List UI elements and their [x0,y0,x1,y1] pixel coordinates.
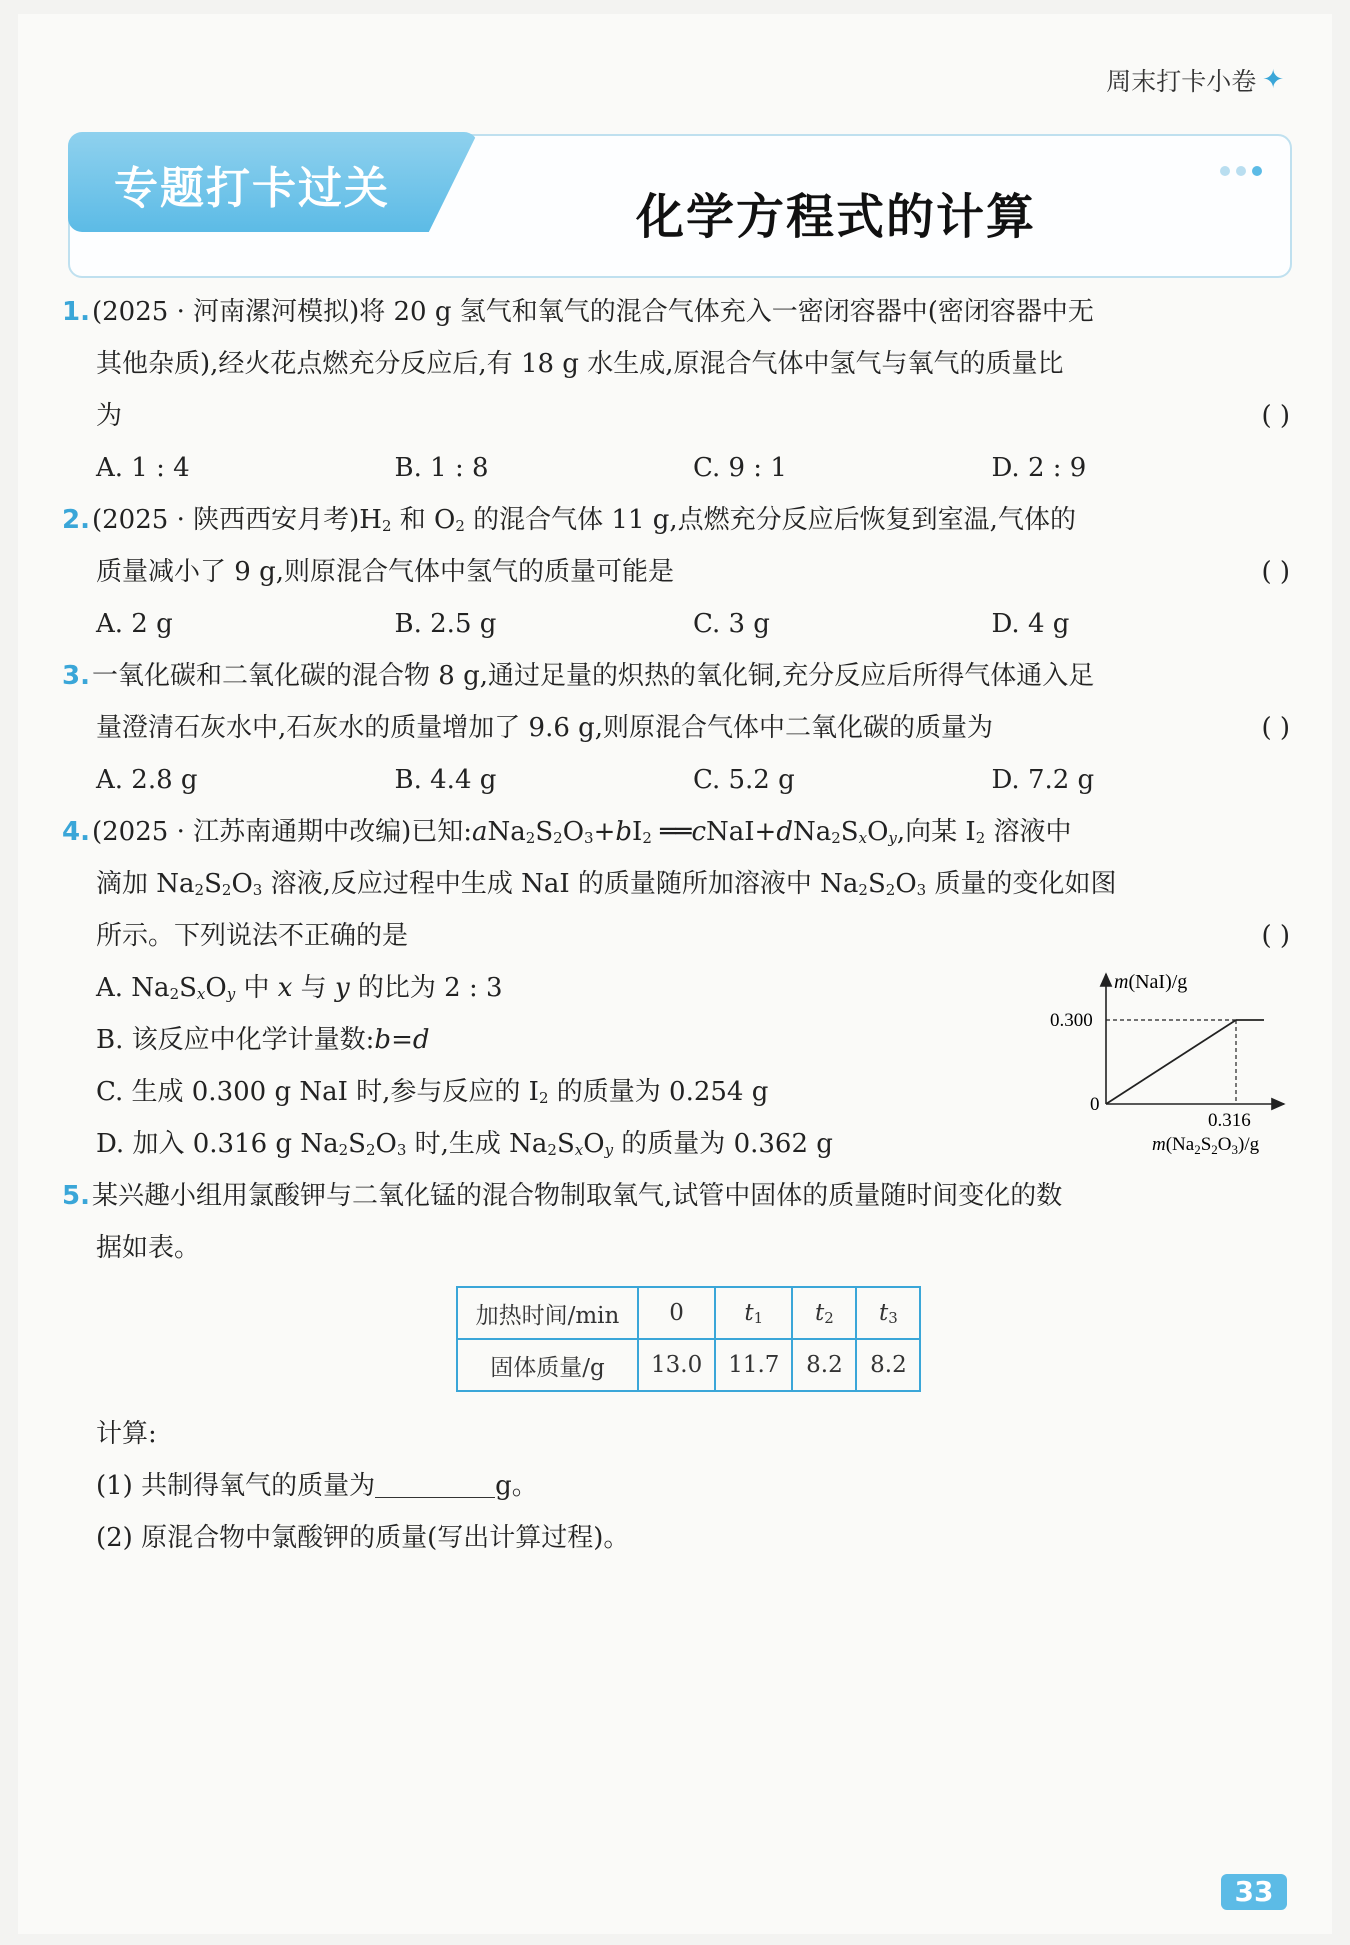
option-c[interactable]: C. 9 : 1 [693,453,787,483]
topic-banner [68,134,1292,278]
q2-line1: 2.(2025 · 陕西西安月考)$H_2$ 和 $O_2$ 的混合气体 11 g,点燃充分反应后恢复到室温,气体的 [62,494,1290,546]
option-c[interactable]: C. 生成 0.300 g NaI 时,参与反应的 $I_2$ 的质量为 0.254 g [96,1077,769,1107]
answer-blank[interactable] [375,1467,495,1498]
q1-text1: (2025 · 河南漯河模拟)将 20 g 氢气和氧气的混合气体充入一密闭容器中(密闭容器中无 [92,297,1094,327]
answer-paren: ( ) [1261,921,1290,951]
option-c[interactable]: C. 3 g [693,609,770,639]
table-cell: 11.7 [715,1339,792,1391]
option-b[interactable]: B. 1 : 8 [394,453,489,483]
option-d[interactable]: D. 2 : 9 [991,453,1087,483]
page-number: 33 [1221,1874,1287,1910]
row-header: 加热时间/min [457,1287,638,1339]
table-cell: $t_2$ [792,1287,856,1339]
option-a[interactable]: A. $Na_2S_xO_y$ 中 x 与 y 的比为 2 : 3 [96,973,503,1003]
table-cell: 8.2 [792,1339,856,1391]
option-a[interactable]: A. 2 g [96,609,173,639]
q1-line2: 其他杂质),经火花点燃充分反应后,有 18 g 水生成,原混合气体中氢气与氧气的质量比 [96,349,1064,379]
page-title: 化学方程式的计算 [636,189,1037,245]
option-a[interactable]: A. 2.8 g [96,765,198,795]
answer-paren: ( ) [1261,557,1290,587]
sparkle-icon: ✦ [1262,65,1284,95]
q4-line3: 所示。下列说法不正确的是 ( ) [62,910,1290,962]
data-table [456,1286,921,1392]
answer-paren: ( ) [1261,401,1290,431]
x-tick-label: 0.316 [1208,1110,1251,1131]
q1-number: 1. [62,297,90,327]
table-cell: 0 [638,1287,715,1339]
q4-graph [1040,968,1310,1158]
origin-label: 0 [1090,1094,1100,1115]
data-line-rise [1106,1020,1236,1104]
dots-decoration [1220,166,1262,176]
q3-number: 3. [62,661,90,691]
q5-line1: 5.某兴趣小组用氯酸钾与二氧化锰的混合物制取氧气,试管中固体的质量随时间变化的数 [62,1170,1290,1222]
option-c[interactable]: C. 5.2 g [693,765,795,795]
table-cell: $t_3$ [856,1287,920,1339]
q2-line2: 质量减小了 9 g,则原混合气体中氢气的质量可能是 ( ) [62,546,1290,598]
q2-options [62,598,1290,650]
q4-number: 4. [62,817,90,847]
banner-tab-label: 专题打卡过关 [114,163,390,214]
q5-number: 5. [62,1181,90,1211]
table-cell: $t_1$ [715,1287,792,1339]
option-d[interactable]: D. 7.2 g [991,765,1095,795]
calc-label: 计算: [96,1419,157,1449]
option-d[interactable]: D. 4 g [991,609,1070,639]
table-row [457,1287,920,1339]
table-cell: 8.2 [856,1339,920,1391]
answer-paren: ( ) [1261,713,1290,743]
option-b[interactable]: B. 4.4 g [394,765,497,795]
page-header [1106,62,1284,98]
q3-line1: 3.一氧化碳和二氧化碳的混合物 8 g,通过足量的炽热的氧化铜,充分反应后所得气体通入足 [62,650,1290,702]
calc-step1: (1) 共制得氧气的质量为 g。 [96,1460,1296,1512]
q4-line2: 滴加 $Na_2S_2O_3$ 溶液,反应过程中生成 NaI 的质量随所加溶液中 $Na_2S_2O_3$ 质量的变化如图 [96,869,1117,899]
option-a[interactable]: A. 1 : 4 [96,453,190,483]
q5-line2: 据如表。 [96,1233,201,1263]
q1-line3: 为 ( ) [62,390,1290,442]
q2-number: 2. [62,505,90,535]
q1-line1 [62,286,1290,338]
option-b[interactable]: B. 该反应中化学计量数:b=d [96,1025,430,1055]
q3-options [62,754,1290,806]
table-cell: 13.0 [638,1339,715,1391]
option-d[interactable]: D. 加入 0.316 g $Na_2S_2O_3$ 时,生成 $Na_2S_xO_y$ 的质量为 0.362 g [96,1129,833,1159]
option-b[interactable]: B. 2.5 g [394,609,497,639]
header-label: 周末打卡小卷 [1106,67,1257,96]
row-header: 固体质量/g [457,1339,638,1391]
calc-step2: (2) 原混合物中氯酸钾的质量(写出计算过程)。 [96,1523,630,1553]
x-axis-label: $m(Na_2S_2O_3)/g$ [1152,1134,1260,1157]
q1-options [62,442,1290,494]
q4-line1: 4.(2025 · 江苏南通期中改编)已知$:aNa_2S_2O_3+bI_2$ $══cNaI+dNa_2S_xO_y$,向某 $I_2$ 溶液中 [62,806,1290,858]
q3-line2: 量澄清石灰水中,石灰水的质量增加了 9.6 g,则原混合气体中二氧化碳的质量为 ( ) [62,702,1290,754]
y-axis-label: m(NaI)/g [1114,971,1188,993]
table-row [457,1339,920,1391]
q5-calc [96,1408,1296,1564]
y-tick-label: 0.300 [1050,1010,1093,1031]
